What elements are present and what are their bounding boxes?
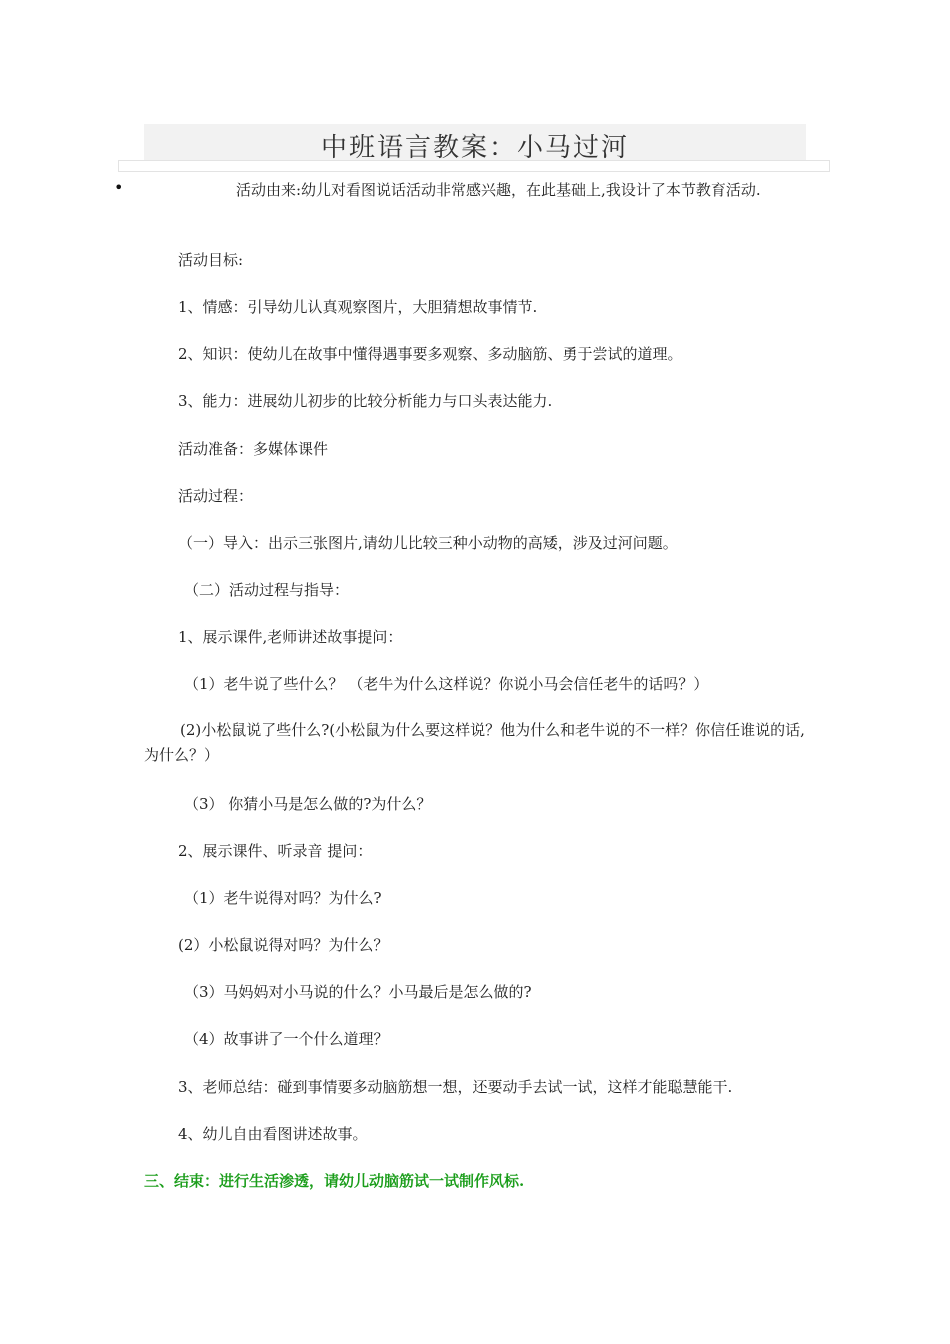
part2-heading: 2、展示课件、听录音 提问： <box>178 842 373 860</box>
step-introduction: （一）导入：出示三张图片,请幼儿比较三种小动物的高矮，涉及过河问题。 <box>178 534 678 552</box>
goal-item-knowledge: 2、知识：使幼儿在故事中懂得遇事要多观察、多动脑筋、勇于尝试的道理。 <box>178 345 683 363</box>
preparation-line: 活动准备：多媒体课件 <box>178 440 329 458</box>
part1-question-3: （3） 你猜小马是怎么做的?为什么？ <box>184 795 432 813</box>
free-storytelling: 4、幼儿自由看图讲述故事。 <box>178 1125 368 1143</box>
page-title: 中班语言教案：小马过河 <box>320 133 629 163</box>
part2-question-3: （3）马妈妈对小马说的什么？小马最后是怎么做的? <box>184 983 532 1001</box>
part2-question-1: （1）老牛说得对吗？为什么? <box>184 889 382 907</box>
list-bullet: • <box>114 178 124 197</box>
process-heading: 活动过程： <box>178 487 254 505</box>
part1-question-1: （1）老牛说了些什么？ （老牛为什么这样说？你说小马会信任老牛的话吗？） <box>184 675 709 693</box>
part2-question-4: （4）故事讲了一个什么道理？ <box>184 1030 389 1048</box>
teacher-summary: 3、老师总结：碰到事情要多动脑筋想一想，还要动手去试一试，这样才能聪慧能干. <box>178 1078 733 1096</box>
part2-question-2: (2）小松鼠说得对吗？为什么？ <box>178 936 389 954</box>
goal-item-emotion: 1、情感：引导幼儿认真观察图片，大胆猜想故事情节. <box>178 298 538 316</box>
step-guidance: （二）活动过程与指导： <box>184 581 350 599</box>
part1-question-2: (2)小松鼠说了些什么?(小松鼠为什么要这样说？他为什么和老牛说的不一样？你信任谁说的话,为什么？） <box>144 721 805 764</box>
goals-heading: 活动目标: <box>178 251 244 269</box>
activity-origin-paragraph: 活动由来:幼儿对看图说话活动非常感兴趣，在此基础上,我设计了本节教育活动. <box>236 181 761 199</box>
goal-item-ability: 3、能力：进展幼儿初步的比较分析能力与口头表达能力. <box>178 392 553 410</box>
ending-section: 三、结束：进行生活渗透，请幼儿动脑筋试一试制作风标. <box>144 1172 525 1190</box>
part1-heading: 1、展示课件,老师讲述故事提问： <box>178 628 403 646</box>
